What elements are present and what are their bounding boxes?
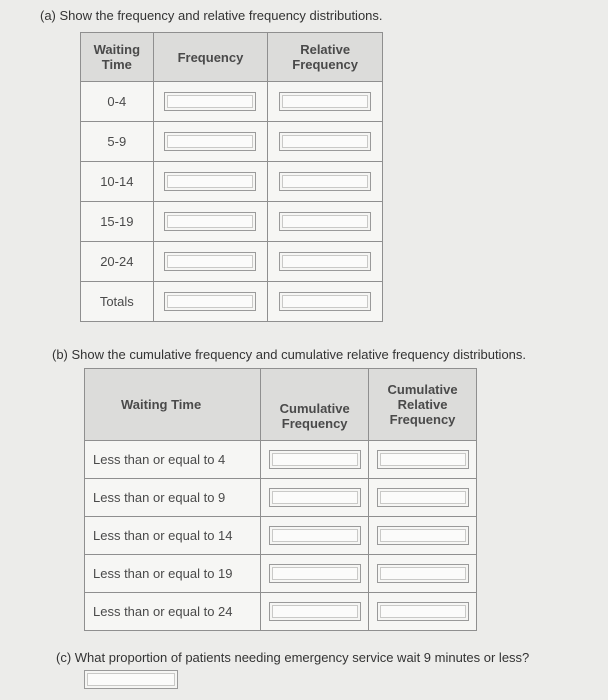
frequency-input[interactable] (164, 172, 256, 191)
frequency-table (80, 32, 383, 322)
question-b-prompt: (b) Show the cumulative frequency and cumulative relative frequency distributions. (52, 347, 527, 362)
frequency-input[interactable] (164, 92, 256, 111)
row-label: Less than or equal to 14 (85, 517, 261, 555)
table-row (81, 122, 383, 162)
cumulative-relative-frequency-input[interactable] (377, 450, 469, 469)
row-label: Less than or equal to 9 (85, 479, 261, 517)
header-waiting-time: Waiting Time (81, 33, 154, 82)
cumulative-relative-frequency-input[interactable] (377, 602, 469, 621)
row-label: 20-24 (81, 242, 154, 282)
question-c-prompt: (c) What proportion of patients needing emergency service wait 9 minutes or less? (56, 650, 530, 665)
row-label: Less than or equal to 24 (85, 593, 261, 631)
table-row (81, 82, 383, 122)
relative-frequency-input[interactable] (279, 132, 371, 151)
row-label-totals: Totals (81, 282, 154, 322)
frequency-input[interactable] (164, 212, 256, 231)
table-row (85, 441, 477, 479)
row-label: Less than or equal to 19 (85, 555, 261, 593)
relative-frequency-input[interactable] (279, 252, 371, 271)
frequency-input[interactable] (164, 132, 256, 151)
row-label: 5-9 (81, 122, 154, 162)
cumulative-relative-frequency-input[interactable] (377, 488, 469, 507)
cumulative-frequency-input[interactable] (269, 450, 361, 469)
row-label: 15-19 (81, 202, 154, 242)
cumulative-relative-frequency-input[interactable] (377, 526, 469, 545)
table-row (81, 242, 383, 282)
question-a-prompt: (a) Show the frequency and relative frequency distributions. (40, 8, 383, 23)
relative-frequency-total-input[interactable] (279, 292, 371, 311)
cumulative-frequency-input[interactable] (269, 602, 361, 621)
cumulative-frequency-input[interactable] (269, 564, 361, 583)
relative-frequency-input[interactable] (279, 92, 371, 111)
header-relative-frequency: Relative Frequency (268, 33, 383, 82)
frequency-input[interactable] (164, 252, 256, 271)
cumulative-relative-frequency-input[interactable] (377, 564, 469, 583)
relative-frequency-input[interactable] (279, 212, 371, 231)
cumulative-frequency-input[interactable] (269, 526, 361, 545)
relative-frequency-input[interactable] (279, 172, 371, 191)
table-row (85, 517, 477, 555)
header-cumulative-relative-frequency: Cumulative Relative Frequency (369, 369, 477, 441)
header-frequency: Frequency (153, 33, 268, 82)
frequency-total-input[interactable] (164, 292, 256, 311)
header-waiting-time: Waiting Time (85, 369, 261, 441)
proportion-answer-input[interactable] (84, 670, 178, 689)
table-row (81, 202, 383, 242)
table-row (85, 555, 477, 593)
table-row (81, 282, 383, 322)
cumulative-frequency-table (84, 368, 477, 631)
header-cumulative-frequency: Cumulative Frequency (261, 369, 369, 441)
row-label: 0-4 (81, 82, 154, 122)
table-row (85, 593, 477, 631)
table-row (85, 479, 477, 517)
table-row (81, 162, 383, 202)
row-label: 10-14 (81, 162, 154, 202)
row-label: Less than or equal to 4 (85, 441, 261, 479)
cumulative-frequency-input[interactable] (269, 488, 361, 507)
